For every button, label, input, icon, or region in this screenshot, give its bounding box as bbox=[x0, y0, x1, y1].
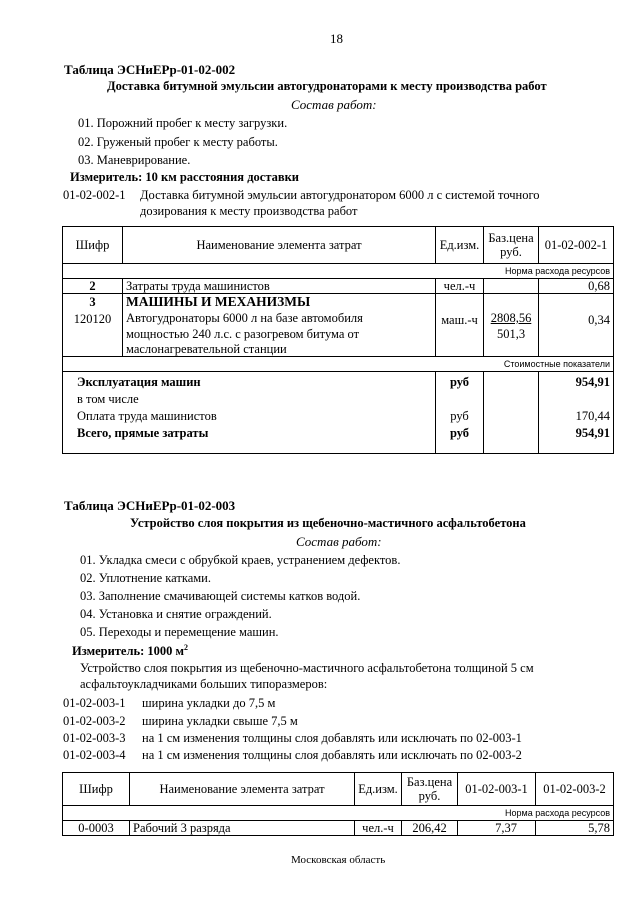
cell-name: Затраты труда машинистов bbox=[123, 279, 436, 294]
norma-row bbox=[63, 264, 614, 279]
header-price bbox=[484, 227, 539, 264]
norma-row bbox=[63, 806, 614, 821]
header-shifr: Шифр bbox=[63, 227, 123, 264]
ekspl-value: 954,91 bbox=[575, 375, 610, 389]
table1-subtitle: Доставка битумной эмульсии автогудронаторами к месту производства работ bbox=[107, 79, 547, 93]
header-price-line2: руб. bbox=[500, 245, 522, 259]
table1-item-text: Доставка битумной эмульсии автогудронатором 6000 л с системой точного bbox=[140, 188, 540, 202]
cell-name: Рабочий 3 разряда bbox=[130, 821, 355, 836]
table-row bbox=[63, 279, 614, 294]
table1-sostav: Состав работ: bbox=[291, 97, 377, 112]
izmeritel-text: Измеритель: 1000 м bbox=[72, 644, 185, 659]
table2-title: Таблица ЭСНиЕРр-01-02-003 bbox=[64, 498, 236, 513]
table2-item-code: 01-02-003-1 bbox=[63, 696, 126, 710]
vsego-name: Всего, прямые затраты bbox=[77, 426, 209, 440]
header-price-line2: руб. bbox=[418, 789, 441, 803]
izmeritel-sup: 2 bbox=[184, 643, 189, 652]
table1-item-code: 01-02-002-1 bbox=[63, 188, 126, 202]
header-price-line1: Баз.цена bbox=[406, 775, 453, 789]
table2-item-text: на 1 см изменения толщины слоя добавлять или исключать по 02-003-1 bbox=[142, 731, 522, 745]
header-col: 01-02-002-1 bbox=[539, 227, 614, 264]
table2-step: 02. Уплотнение катками. bbox=[80, 571, 211, 585]
vsego-value: 954,91 bbox=[575, 426, 610, 440]
cell-unit: маш.-ч bbox=[436, 294, 484, 357]
table2-item-text: на 1 см изменения толщины слоя добавлять или исключать по 02-003-2 bbox=[142, 748, 522, 762]
cell-value: 0,68 bbox=[539, 279, 614, 294]
cell-price bbox=[484, 279, 539, 294]
cell-name-line: мощностью 240 л.с. с разогревом битума от bbox=[126, 327, 360, 341]
table2 bbox=[62, 772, 614, 836]
table2-step: 05. Переходы и перемещение машин. bbox=[80, 625, 279, 639]
oplata-name: Оплата труда машинистов bbox=[77, 409, 217, 423]
cell-value-1: 7,37 bbox=[458, 821, 536, 836]
cell-price-line1: 2808,56 bbox=[490, 311, 532, 325]
table1-title: Таблица ЭСНиЕРр-01-02-002 bbox=[64, 62, 236, 77]
table1-item-text: дозирования к месту производства работ bbox=[140, 204, 358, 218]
table2-step: 01. Укладка смеси с обрубкой краев, устранением дефектов. bbox=[80, 553, 401, 567]
ekspl-name: Эксплуатация машин bbox=[77, 375, 201, 389]
empty-value bbox=[542, 391, 610, 408]
table2-item-code: 01-02-003-3 bbox=[63, 731, 126, 745]
table1-step: 03. Маневрирование. bbox=[78, 153, 191, 167]
empty-unit bbox=[439, 391, 480, 408]
oplata-unit: руб bbox=[450, 409, 469, 423]
norma-label: Норма расхода ресурсов bbox=[63, 806, 614, 821]
header-shifr: Шифр bbox=[63, 773, 130, 806]
table2-sostav: Состав работ: bbox=[296, 534, 382, 549]
cell-code bbox=[63, 294, 123, 357]
header-unit: Ед.изм. bbox=[355, 773, 402, 806]
table-row bbox=[63, 821, 614, 836]
table1-step: 01. Порожний пробег к месту загрузки. bbox=[78, 116, 288, 130]
table2-step: 04. Установка и снятие ограждений. bbox=[80, 607, 272, 621]
header-name: Наименование элемента затрат bbox=[130, 773, 355, 806]
table1-step: 02. Груженый пробег к месту работы. bbox=[78, 135, 278, 149]
cell-value-2: 5,78 bbox=[536, 821, 614, 836]
vtom-label: в том числе bbox=[77, 392, 139, 406]
cell-unit bbox=[436, 372, 484, 454]
cell-unit: чел.-ч bbox=[355, 821, 402, 836]
stoim-row bbox=[63, 357, 614, 372]
norma-label: Норма расхода ресурсов bbox=[63, 264, 614, 279]
ekspl-unit: руб bbox=[449, 375, 470, 389]
header-name: Наименование элемента затрат bbox=[123, 227, 436, 264]
cell-name bbox=[123, 294, 436, 357]
header-col2: 01-02-003-2 bbox=[536, 773, 614, 806]
table2-item-text: ширина укладки до 7,5 м bbox=[142, 696, 276, 710]
cell-code: 0-0003 bbox=[63, 821, 130, 836]
table-header-row bbox=[63, 227, 614, 264]
cell-code: 2 bbox=[63, 279, 123, 294]
table-row bbox=[63, 372, 614, 454]
table2-desc: асфальтоукладчиками больших типоразмеров: bbox=[80, 677, 328, 691]
table1 bbox=[62, 226, 614, 454]
cell-value: 0,34 bbox=[539, 294, 614, 357]
cell-code-group: 3 bbox=[89, 295, 96, 309]
cell-price bbox=[484, 372, 539, 454]
stoim-label: Стоимостные показатели bbox=[63, 357, 614, 372]
table-row bbox=[63, 294, 614, 357]
cell-name-line: Автогудронаторы 6000 л на базе автомобиля bbox=[126, 311, 363, 325]
header-price bbox=[402, 773, 458, 806]
header-price-line1: Баз.цена bbox=[488, 231, 534, 245]
oplata-value: 170,44 bbox=[575, 409, 610, 423]
cell-price bbox=[484, 294, 539, 357]
cell-code-item: 120120 bbox=[73, 312, 112, 326]
header-unit: Ед.изм. bbox=[436, 227, 484, 264]
cell-name bbox=[63, 372, 436, 454]
table2-desc: Устройство слоя покрытия из щебеночно-мастичного асфальтобетона толщиной 5 см bbox=[80, 661, 534, 675]
table2-izmeritel bbox=[72, 643, 188, 659]
cell-name-line: маслонагревательной станции bbox=[126, 342, 287, 356]
table1-izmeritel: Измеритель: 10 км расстояния доставки bbox=[70, 170, 300, 184]
cell-price: 206,42 bbox=[402, 821, 458, 836]
cell-price-line2: 501,3 bbox=[496, 327, 526, 341]
table2-subtitle: Устройство слоя покрытия из щебеночно-мастичного асфальтобетона bbox=[130, 516, 526, 530]
table2-item-text: ширина укладки свыше 7,5 м bbox=[142, 714, 298, 728]
table2-item-code: 01-02-003-4 bbox=[63, 748, 126, 762]
header-col1: 01-02-003-1 bbox=[458, 773, 536, 806]
footer: Московская область bbox=[291, 854, 386, 866]
cell-name-group: МАШИНЫ И МЕХАНИЗМЫ bbox=[126, 294, 311, 309]
cell-value bbox=[539, 372, 614, 454]
page-number: 18 bbox=[330, 31, 343, 46]
table2-item-code: 01-02-003-2 bbox=[63, 714, 126, 728]
table-header-row bbox=[63, 773, 614, 806]
table2-step: 03. Заполнение смачивающей системы катков водой. bbox=[80, 589, 361, 603]
vsego-unit: руб bbox=[449, 426, 470, 440]
cell-unit: чел.-ч bbox=[436, 279, 484, 294]
